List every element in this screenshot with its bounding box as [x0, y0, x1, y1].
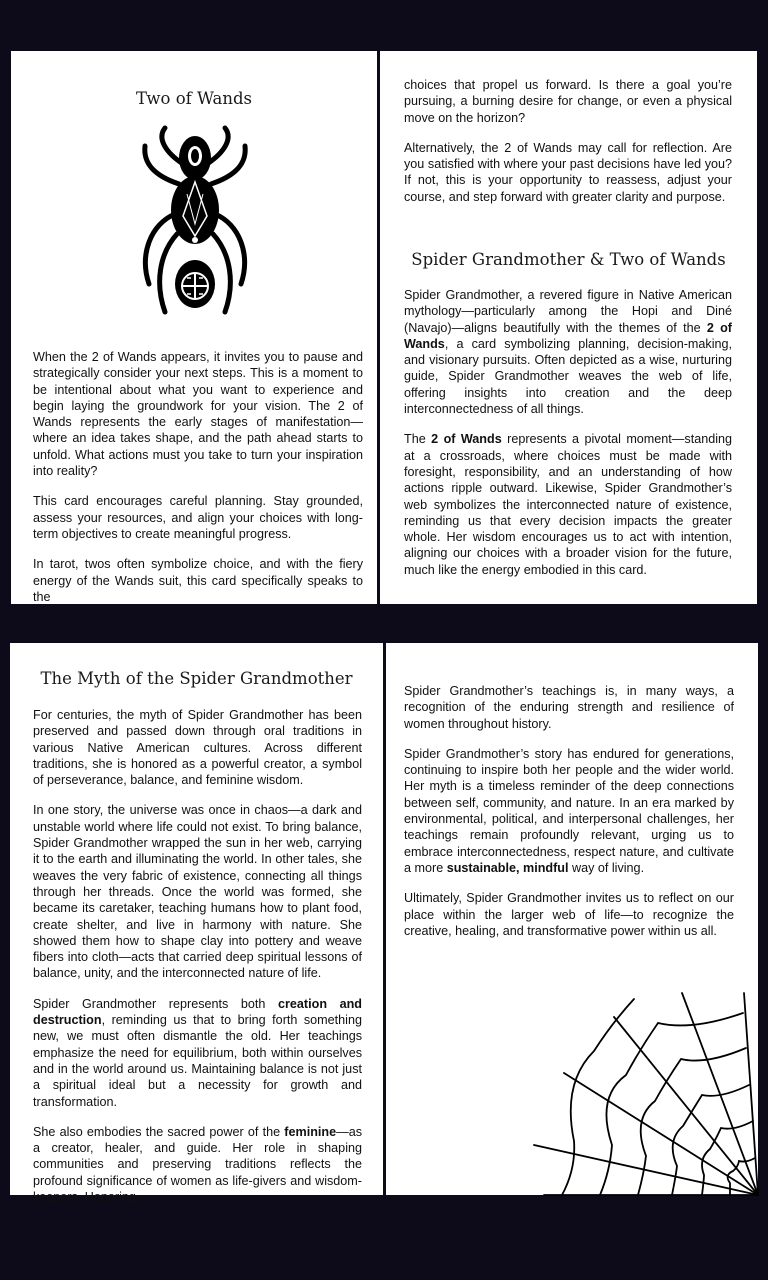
page-spider-grandmother-legacy — [386, 643, 758, 1195]
section-title: Spider Grandmother & Two of Wands — [411, 250, 726, 269]
body-text — [33, 349, 363, 605]
paragraph: In one story, the universe was once in chaos—a dark and unstable world where life could not exist. To bring balance, Spider Grandmother wrapped the sun in her web, carrying it to the earth and illuminating the world. In other tales, she weaves the very fabric of existence, connecting all things through her threads. Once the world was formed, she became its caretaker, teaching humans how to plant food, create shelter, and live in harmony with nature. She showed them how to shape clay into pottery and weave fibers into cloth—acts that carried deep spiritual lessons of balance, unity, and the interconnected nature of life. — [33, 803, 362, 981]
page-title: Two of Wands — [135, 89, 253, 108]
paragraph: This card encourages careful planning. Stay grounded, assess your resources, and align your choices with long-term objectives to create meaningful progress. — [33, 494, 363, 541]
page-myth-of-spider-grandmother — [10, 643, 383, 1205]
spider-web-icon — [534, 993, 758, 1195]
page-title: The Myth of the Spider Grandmother — [40, 669, 353, 688]
spider-icon — [131, 124, 259, 320]
paragraph: Spider Grandmother, a revered figure in Native American mythology—particularly among the Hopi and Diné (Navajo)—aligns beautifully with the themes of the 2 of Wands, a card symbolizing planning, decision-making, and visionary pursuits. Often depicted as a wise, nurturing guide, Spider Grandmother weaves the web of life, offering insights into creation and the deep interconnectedness of all things. — [404, 288, 732, 417]
paragraph: choices that propel us forward. Is there a goal you’re pursuing, a burning desire for change, or even a physical move on the horizon? — [404, 78, 732, 125]
paragraph: When the 2 of Wands appears, it invites you to pause and strategically consider your next steps. This is a moment to be intentional about what you want to experience and begin laying the groundwork for your vision. The 2 of Wands represents the early stages of manifestation—where an idea takes shape, and the path ahead starts to unfold. What actions must you take to turn your inspiration into reality? — [33, 350, 363, 479]
body-text — [33, 707, 362, 1205]
paragraph: Alternatively, the 2 of Wands may call for reflection. Are you satisfied with where your past decisions have led you? If not, this is your opportunity to reassess, adjust your course, and step forward with greater clarity and purpose. — [404, 140, 732, 204]
paragraph: For centuries, the myth of Spider Grandmother has been preserved and passed down through oral traditions in various Native American cultures. Across different traditions, she is honored as a powerful creator, a symbol of perseverance, balance, and feminine wisdom. — [33, 708, 362, 788]
paragraph: In tarot, twos often symbolize choice, and with the fiery energy of the Wands suit, this card specifically speaks to the — [33, 557, 363, 604]
page-spider-grandmother-two-of-wands — [380, 51, 757, 604]
paragraph: Ultimately, Spider Grandmother invites us to reflect on our place within the larger web of life—to recognize the creative, healing, and transformative power within us all. — [404, 891, 734, 938]
paragraph: Spider Grandmother represents both creation and destruction, reminding us that to bring forth something new, we must often dismantle the old. Her teachings emphasize the need for equilibrium, both within ourselves and in the world around us. Maintaining balance is not just a spiritual ideal but a necessity for growth and transformation. — [33, 996, 362, 1109]
body-text-bottom — [404, 287, 732, 578]
paragraph: Spider Grandmother’s teachings is, in many ways, a recognition of the enduring strength and resilience of women throughout history. — [404, 684, 734, 731]
body-text — [404, 683, 734, 939]
paragraph: Spider Grandmother’s story has endured for generations, continuing to inspire both her people and the wider world. Her myth is a timeless reminder of the deep connections between self, community, and nature. In an era marked by environmental, political, and interpersonal challenges, her teachings remain profoundly relevant, urging us to embrace interconnectedness, respect nature, and cultivate a more sustainable, mindful way of living. — [404, 746, 734, 875]
paragraph: The 2 of Wands represents a pivotal moment—standing at a crossroads, where choices must be made with foresight, responsibility, and an understanding of how actions ripple outward. Likewise, Spider Grandmother’s web symbolizes the interconnected nature of existence, reminding us that every decision impacts the greater whole. Her wisdom encourages us to act with intention, aligning our choices with a broader vision for the future, much like the energy embodied in this card. — [404, 432, 733, 577]
paragraph: She also embodies the sacred power of the feminine—as a creator, healer, and guide. Her role in shaping communities and preserving traditions reflects the profound significance of women as life-givers and wisdom-keepers. Honoring — [33, 1124, 362, 1205]
page-two-of-wands — [11, 51, 377, 604]
body-text-top — [404, 77, 732, 205]
